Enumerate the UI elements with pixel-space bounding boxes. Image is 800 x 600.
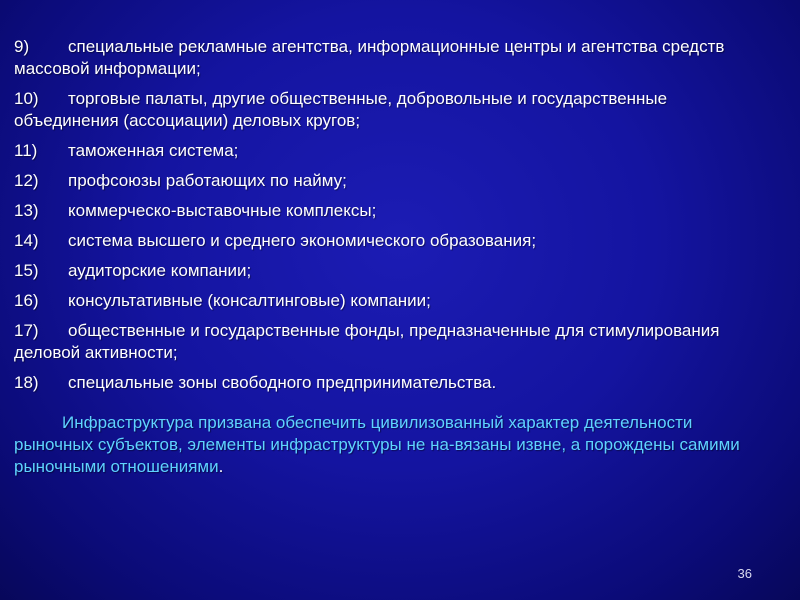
list-item xyxy=(14,290,774,312)
item-number: 10) xyxy=(14,89,39,108)
list-item xyxy=(14,372,774,394)
item-number: 18) xyxy=(14,373,39,392)
list-item xyxy=(14,200,774,222)
item-text: аудиторские компании; xyxy=(68,261,252,280)
item-text: коммерческо-выставочные комплексы; xyxy=(68,201,377,220)
item-text: консультативные (консалтинговые) компании; xyxy=(68,291,431,310)
item-text: общественные и государственные фонды, предназначенные для стимулирования деловой активности; xyxy=(14,321,720,362)
item-text: профсоюзы работающих по найму; xyxy=(68,171,347,190)
list-item xyxy=(14,320,774,364)
item-text: система высшего и среднего экономического образования; xyxy=(68,231,537,250)
item-number: 17) xyxy=(14,321,39,340)
list-item xyxy=(14,230,774,252)
conclusion-paragraph xyxy=(14,412,774,478)
list-item xyxy=(14,170,774,192)
list-item xyxy=(14,140,774,162)
item-number: 12) xyxy=(14,171,39,190)
item-text: специальные зоны свободного предпринимательства. xyxy=(68,373,497,392)
page-number: 36 xyxy=(737,566,752,581)
list-item xyxy=(14,260,774,282)
list-item xyxy=(14,88,774,132)
item-number: 15) xyxy=(14,261,39,280)
conclusion-period: . xyxy=(218,457,224,476)
item-number: 16) xyxy=(14,291,39,310)
item-number: 9) xyxy=(14,37,30,56)
infrastructure-list xyxy=(14,36,774,402)
item-text: специальные рекламные агентства, информационные центры и агентства средств массовой информации; xyxy=(14,37,725,78)
item-number: 11) xyxy=(14,141,38,160)
item-text: таможенная система; xyxy=(68,141,239,160)
item-number: 14) xyxy=(14,231,39,250)
item-number: 13) xyxy=(14,201,39,220)
list-item xyxy=(14,36,774,80)
conclusion-text: Инфраструктура призвана обеспечить цивилизованный характер деятельности рыночных субъектов, элементы инфраструктуры не на-вязаны извне, а порождены самими рыночными отношениями xyxy=(14,413,740,476)
item-text: торговые палаты, другие общественные, добровольные и государственные объединения (ассоциации) деловых кругов; xyxy=(14,89,668,130)
